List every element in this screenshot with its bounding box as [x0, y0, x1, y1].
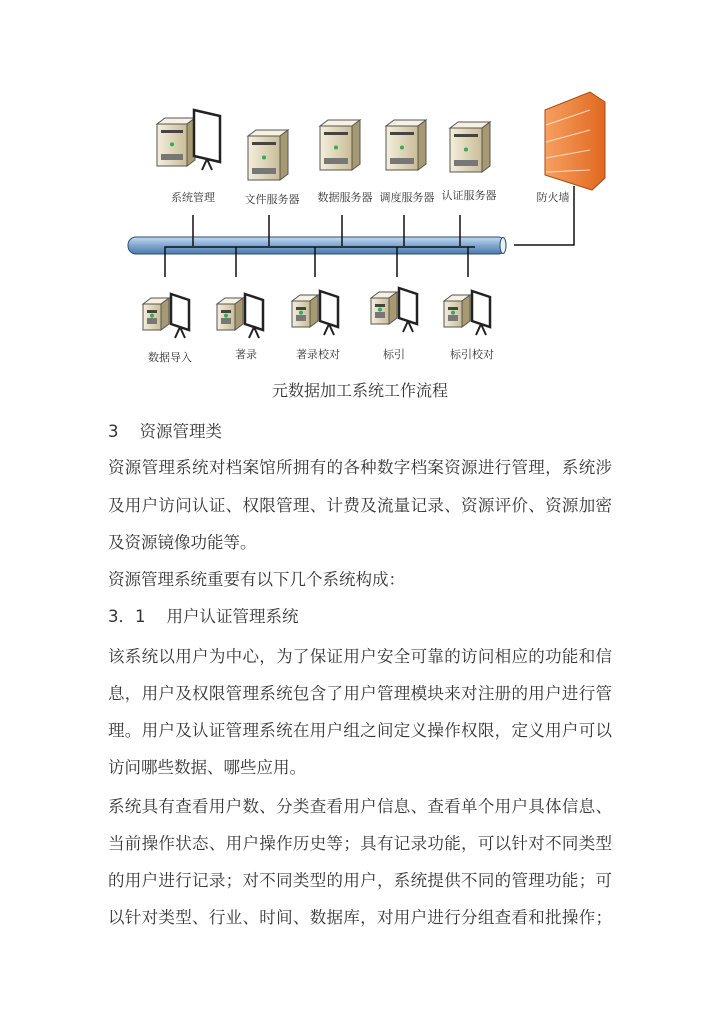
section-number: 3 [108, 422, 119, 441]
node-label-indexing: 标引 [383, 348, 405, 361]
section-title: 用户认证管理系统 [166, 607, 299, 626]
node-label-cataloging: 著录 [235, 348, 257, 361]
monitor-icon [472, 291, 490, 335]
server-icon [320, 120, 360, 170]
section-heading-3 [108, 418, 612, 442]
paragraph-line: 访问哪些数据、哪些应用。 [108, 758, 306, 777]
monitor-icon [194, 110, 220, 170]
node-label-catalog-check: 著录校对 [296, 348, 340, 361]
monitor-icon [245, 294, 263, 338]
workstation-icon [143, 298, 169, 330]
monitor-icon [320, 291, 338, 335]
paragraph-line: 的用户进行记录；对不同类型的用户，系统提供不同的管理功能；可 [108, 871, 612, 890]
section-heading-3-1 [108, 603, 612, 627]
paragraph-line: 当前操作状态、用户操作历史等；具有记录功能，可以针对不同类型 [108, 834, 612, 853]
node-label-data-server: 数据服务器 [317, 191, 373, 204]
server-icon [157, 118, 195, 166]
node-label-index-check: 标引校对 [450, 348, 494, 361]
workstation-icon [217, 298, 243, 330]
server-icon [450, 122, 490, 172]
paragraph-line: 及资源镜像功能等。 [108, 533, 257, 552]
node-label-system-admin: 系统管理 [171, 191, 215, 204]
workstation-icon [371, 292, 397, 324]
server-icon [386, 120, 426, 170]
paragraph-line: 系统具有查看用户数、分类查看用户信息、查看单个用户具体信息、 [108, 797, 612, 816]
server-icon [248, 130, 288, 180]
firewall-icon [545, 92, 605, 190]
node-label-schedule-server: 调度服务器 [379, 191, 435, 204]
node-label-auth-server: 认证服务器 [441, 189, 497, 202]
paragraph-line: 资源管理系统对档案馆所拥有的各种数字档案资源进行管理，系统涉 [108, 458, 612, 477]
monitor-icon [171, 294, 189, 338]
workstation-icon [444, 295, 470, 327]
node-label-data-import: 数据导入 [148, 351, 192, 364]
paragraph: 资源管理系统重要有以下几个系统构成： [108, 570, 405, 589]
paragraph-line: 息，用户及权限管理系统包含了用户管理模块来对注册的用户进行管 [108, 684, 612, 703]
node-label-file-server: 文件服务器 [244, 193, 300, 206]
network-bus [128, 237, 506, 254]
workstation-icon [292, 295, 318, 327]
paragraph-line: 以针对类型、行业、时间、数据库，对用户进行分组查看和批操作； [108, 908, 612, 927]
paragraph-line: 理。用户及认证管理系统在用户组之间定义操作权限，定义用户可以 [108, 721, 612, 740]
workflow-diagram [0, 0, 720, 375]
paragraph-line: 及用户访问认证、权限管理、计费及流量记录、资源评价、资源加密 [108, 496, 612, 515]
node-label-firewall: 防火墙 [536, 191, 570, 204]
section-title: 资源管理类 [139, 422, 222, 441]
section-number: 3．1 [108, 607, 146, 626]
monitor-icon [399, 288, 417, 332]
paragraph-line: 该系统以用户为中心，为了保证用户安全可靠的访问相应的功能和信 [108, 647, 612, 666]
figure-caption: 元数据加工系统工作流程 [271, 381, 448, 400]
